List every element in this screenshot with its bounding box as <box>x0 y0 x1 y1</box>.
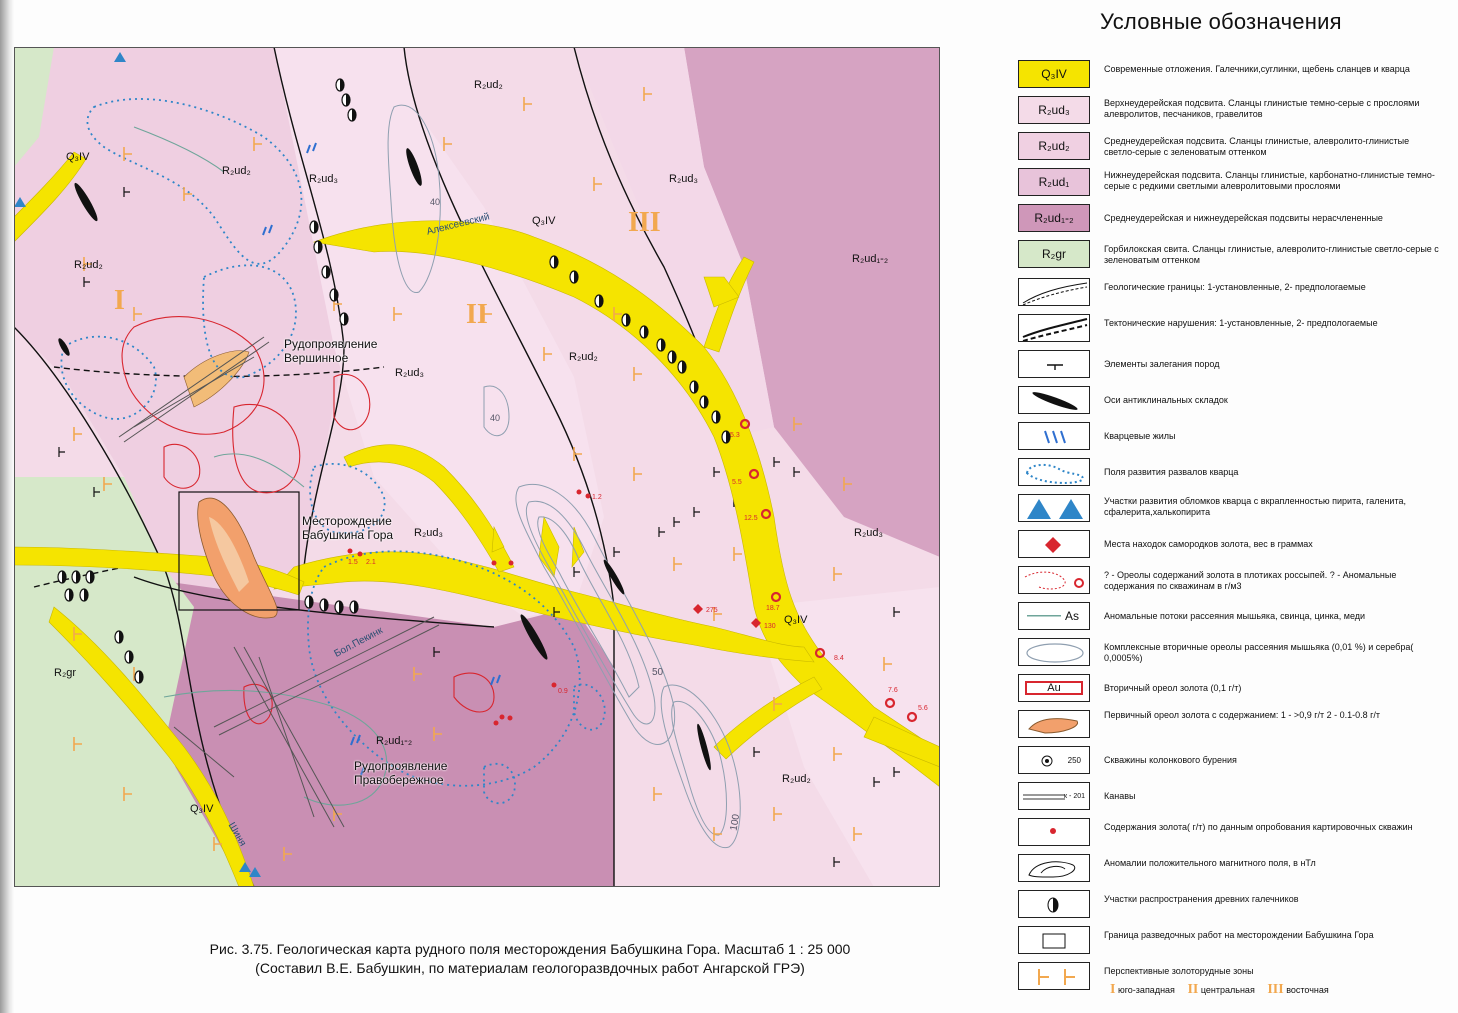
legend-swatch-bedding <box>1018 350 1090 378</box>
legend-swatch-zones <box>1018 962 1090 990</box>
label-ud2-b: R₂ud₂ <box>569 351 598 363</box>
zone-2-symbol: II <box>1187 982 1199 997</box>
label-ud3-center: R₂ud₃ <box>309 173 338 185</box>
zone-3-symbol: III <box>1267 982 1284 997</box>
legend-text-trenches: Канавы <box>1104 791 1136 801</box>
label-ud3-c: R₂ud₃ <box>414 527 443 539</box>
legend-text-magnetic: Аномалии положительного магнитного поля, в нТл <box>1104 858 1316 868</box>
site-pravoberezhnoe <box>354 759 447 787</box>
legend-text-zones: Перспективные золоторудные зоны <box>1104 966 1254 976</box>
legend-text-boreholes: Скважины колонкового бурения <box>1104 755 1237 765</box>
legend-zone-row <box>1110 982 1329 998</box>
legend-swatch-exploration <box>1018 926 1090 954</box>
legend-swatch-gravels <box>1018 890 1090 918</box>
site-pravoberezhnoe-line2: Правобережное <box>354 773 444 787</box>
zone-3-label: восточная <box>1286 985 1329 995</box>
site-vershinnoe-line2: Вершинное <box>284 351 349 365</box>
label-gr: R₂gr <box>54 667 76 679</box>
legend-swatch-q: Q₃IV <box>1018 60 1090 88</box>
legend-swatch-boreholes <box>1018 746 1090 774</box>
legend-swatch-complex-halos <box>1018 638 1090 666</box>
legend-swatch-placer-halos <box>1018 566 1090 594</box>
legend-swatch-borehole-gold <box>1018 818 1090 846</box>
legend-swatch-magnetic <box>1018 854 1090 882</box>
gold-value-1: 5.3 <box>730 432 740 439</box>
legend-swatch-gold-halo: Au <box>1018 674 1090 702</box>
gold-value-7: 5.6 <box>918 705 928 712</box>
mag-label-50: 50 <box>652 667 664 678</box>
legend-text-gr: Горбилокская свита. Сланцы глинистые, алевролито-глинистые светло-серые с зеленоватым оттенком <box>1104 244 1439 265</box>
gold-value-8: 1.5 <box>348 559 358 566</box>
caption-line1: Рис. 3.75. Геологическая карта рудного поля месторождения Бабушкина Гора. Масштаб 1 : 25 000 <box>209 941 851 957</box>
site-babushkina-line1: Месторождение <box>302 514 392 528</box>
scan-shadow <box>0 0 14 1013</box>
zone-2: II <box>466 299 488 330</box>
legend-swatch-boundaries <box>1018 278 1090 306</box>
label-q-top: Q₃IV <box>532 215 556 227</box>
label-ud12-right: R₂ud₁-₂ <box>852 253 889 265</box>
legend-text-anticline: Оси антиклинальных складок <box>1104 395 1228 405</box>
gold-value-3: 12.5 <box>744 515 758 522</box>
legend-text-gravels: Участки распространения древних галечников <box>1104 894 1299 904</box>
legend-text-faults: Тектонические нарушения: 1-установленные, 2- предпологаемые <box>1104 318 1378 328</box>
legend-text-quartz-fields: Поля развития развалов кварца <box>1104 467 1239 477</box>
legend-swatch-primary-halo <box>1018 710 1090 738</box>
label-ud12-bottom: R₂ud₁-₂ <box>376 735 413 747</box>
river-bol-pekink: Бол.Пекинк <box>332 625 385 660</box>
zone-2-label: центральная <box>1200 985 1255 995</box>
nugget-value-2: 130 <box>764 623 776 630</box>
legend-text-sulphide: Участки развития обломков кварца с вкрапленностью пирита, галенита, сфалерита,халькопирита <box>1104 496 1406 517</box>
legend-swatch-ud12: R₂ud₁-₂ <box>1018 204 1090 232</box>
legend-swatch-gr: R₂gr <box>1018 240 1090 268</box>
caption-line2: (Составил В.Е. Бабушкин, по материалам геологоразвдочных работ Ангарской ГРЭ) <box>255 960 805 976</box>
legend-text-ud3: Верхнеудерейская подсвита. Сланцы глинистые темно-серые с прослоями алевролитов, песчаников, гравелитов <box>1104 98 1420 119</box>
legend-swatch-nuggets <box>1018 530 1090 558</box>
legend-swatch-ud3: R₂ud₃ <box>1018 96 1090 124</box>
gold-value-5: 8.4 <box>834 655 844 662</box>
legend-text-bedding: Элементы залегания пород <box>1104 359 1220 369</box>
site-babushkina-gora <box>302 514 393 542</box>
legend-swatch-anticline <box>1018 386 1090 414</box>
legend-title: Условные обозначения <box>1100 9 1342 34</box>
legend-text-veins: Кварцевые жилы <box>1104 431 1176 441</box>
river-shinya: Шиня <box>225 820 249 849</box>
label-ud2-topright: R₂ud₂ <box>474 79 503 91</box>
legend-text-boundaries: Геологические границы: 1-установленные, 2- предпологаемые <box>1104 282 1366 292</box>
river-alekseevsky: Алексеевский <box>425 211 491 238</box>
legend-borehole-label: 250 <box>1067 755 1081 765</box>
site-babushkina-line2: Бабушкина Гора <box>302 528 394 542</box>
legend-swatch-faults <box>1018 314 1090 342</box>
label-ud3-b: R₂ud₃ <box>395 367 424 379</box>
nugget-value-1: 275 <box>706 607 718 614</box>
gold-value-4: 18.7 <box>766 605 780 612</box>
legend-text-gold-halo: Вторичный ореол золота (0,1 г/т) <box>1104 683 1242 693</box>
site-vershinnoe <box>284 337 377 365</box>
legend-text-ud12: Среднеудерейская и нижнеудерейская подсвиты нерасчлененные <box>1104 213 1383 223</box>
legend-trench-label: к - 201 <box>1064 792 1085 800</box>
label-ud3-e: R₂ud₂ <box>782 773 811 785</box>
legend-text-placer-halos: ? - Ореолы содержаний золота в плотиках россыпей. ? - Аномальные содержания по скважинам в г/м3 <box>1104 570 1397 591</box>
gold-value-11: 0.9 <box>558 688 568 695</box>
gold-value-2: 5.5 <box>732 479 742 486</box>
legend-swatch-sulphide <box>1018 494 1090 522</box>
zone-1-label: юго-западная <box>1117 985 1175 995</box>
legend-text-ud1: Нижнеудерейская подсвита. Сланцы глинистые, карбонатно-глинистые темно-серые с редкими светлыми алевролитовыми прослоями <box>1104 170 1435 191</box>
map-labels <box>14 47 940 887</box>
mag-label-100: 100 <box>728 813 743 832</box>
legend-text-ud2: Среднеудерейская подсвита. Сланцы глинистые, алевролито-глинистые светло-серые с зеленоватым оттенком <box>1104 136 1410 157</box>
site-pravoberezhnoe-line1: Рудопроявление <box>354 759 448 773</box>
legend-swatch-quartz-fields <box>1018 458 1090 486</box>
legend-text-q: Современные отложения. Галечники,суглинки, щебень сланцев и кварца <box>1104 64 1410 74</box>
label-q-left: Q₃IV <box>66 151 90 163</box>
zone-1: I <box>114 285 125 316</box>
label-q-mid: Q₃IV <box>784 614 808 626</box>
gold-value-10: 1.2 <box>592 494 602 501</box>
legend-text-primary-halo: Первичный ореол золота с содержанием: 1 - >0,9 г/т 2 - 0.1-0.8 г/т <box>1104 710 1381 720</box>
legend-text-dispersion: Аномальные потоки рассеяния мышьяка, свинца, цинка, меди <box>1104 611 1366 621</box>
label-ud2-c: R₂ud₂ <box>74 259 103 271</box>
legend-swatch-ud1: R₂ud₁ <box>1018 168 1090 196</box>
legend-swatch-ud2: R₂ud₂ <box>1018 132 1090 160</box>
legend-text-nuggets: Места находок самородков золота, вес в граммах <box>1104 539 1313 549</box>
legend-swatch-dispersion: As <box>1018 602 1090 630</box>
gold-value-9: 2.1 <box>366 559 376 566</box>
legend-text-borehole-gold: Содержания золота( г/т) по данным опробования картировочных скважин <box>1104 822 1413 832</box>
mag-label-40: 40 <box>430 197 441 207</box>
label-q-bottom: Q₃IV <box>190 803 214 815</box>
zone-3: III <box>628 207 661 238</box>
site-vershinnoe-line1: Рудопроявление <box>284 337 378 351</box>
gold-value-6: 7.6 <box>888 687 898 694</box>
label-ud2-a: R₂ud₂ <box>222 165 251 177</box>
legend-swatch-veins <box>1018 422 1090 450</box>
legend-swatch-trenches <box>1018 782 1090 810</box>
label-ud3-a: R₂ud₃ <box>669 173 698 185</box>
mag-label-40b: 40 <box>490 413 501 423</box>
legend-text-complex-halos: Комплексные вторичные ореолы рассеяния мышьяка (0,01 %) и серебра( 0,0005%) <box>1104 642 1414 663</box>
label-ud3-d: R₂ud₃ <box>854 527 883 539</box>
legend-text-exploration: Граница разведочных работ на месторождении Бабушкина Гора <box>1104 930 1374 940</box>
zone-1-symbol: I <box>1110 982 1116 997</box>
figure-caption <box>150 940 910 978</box>
